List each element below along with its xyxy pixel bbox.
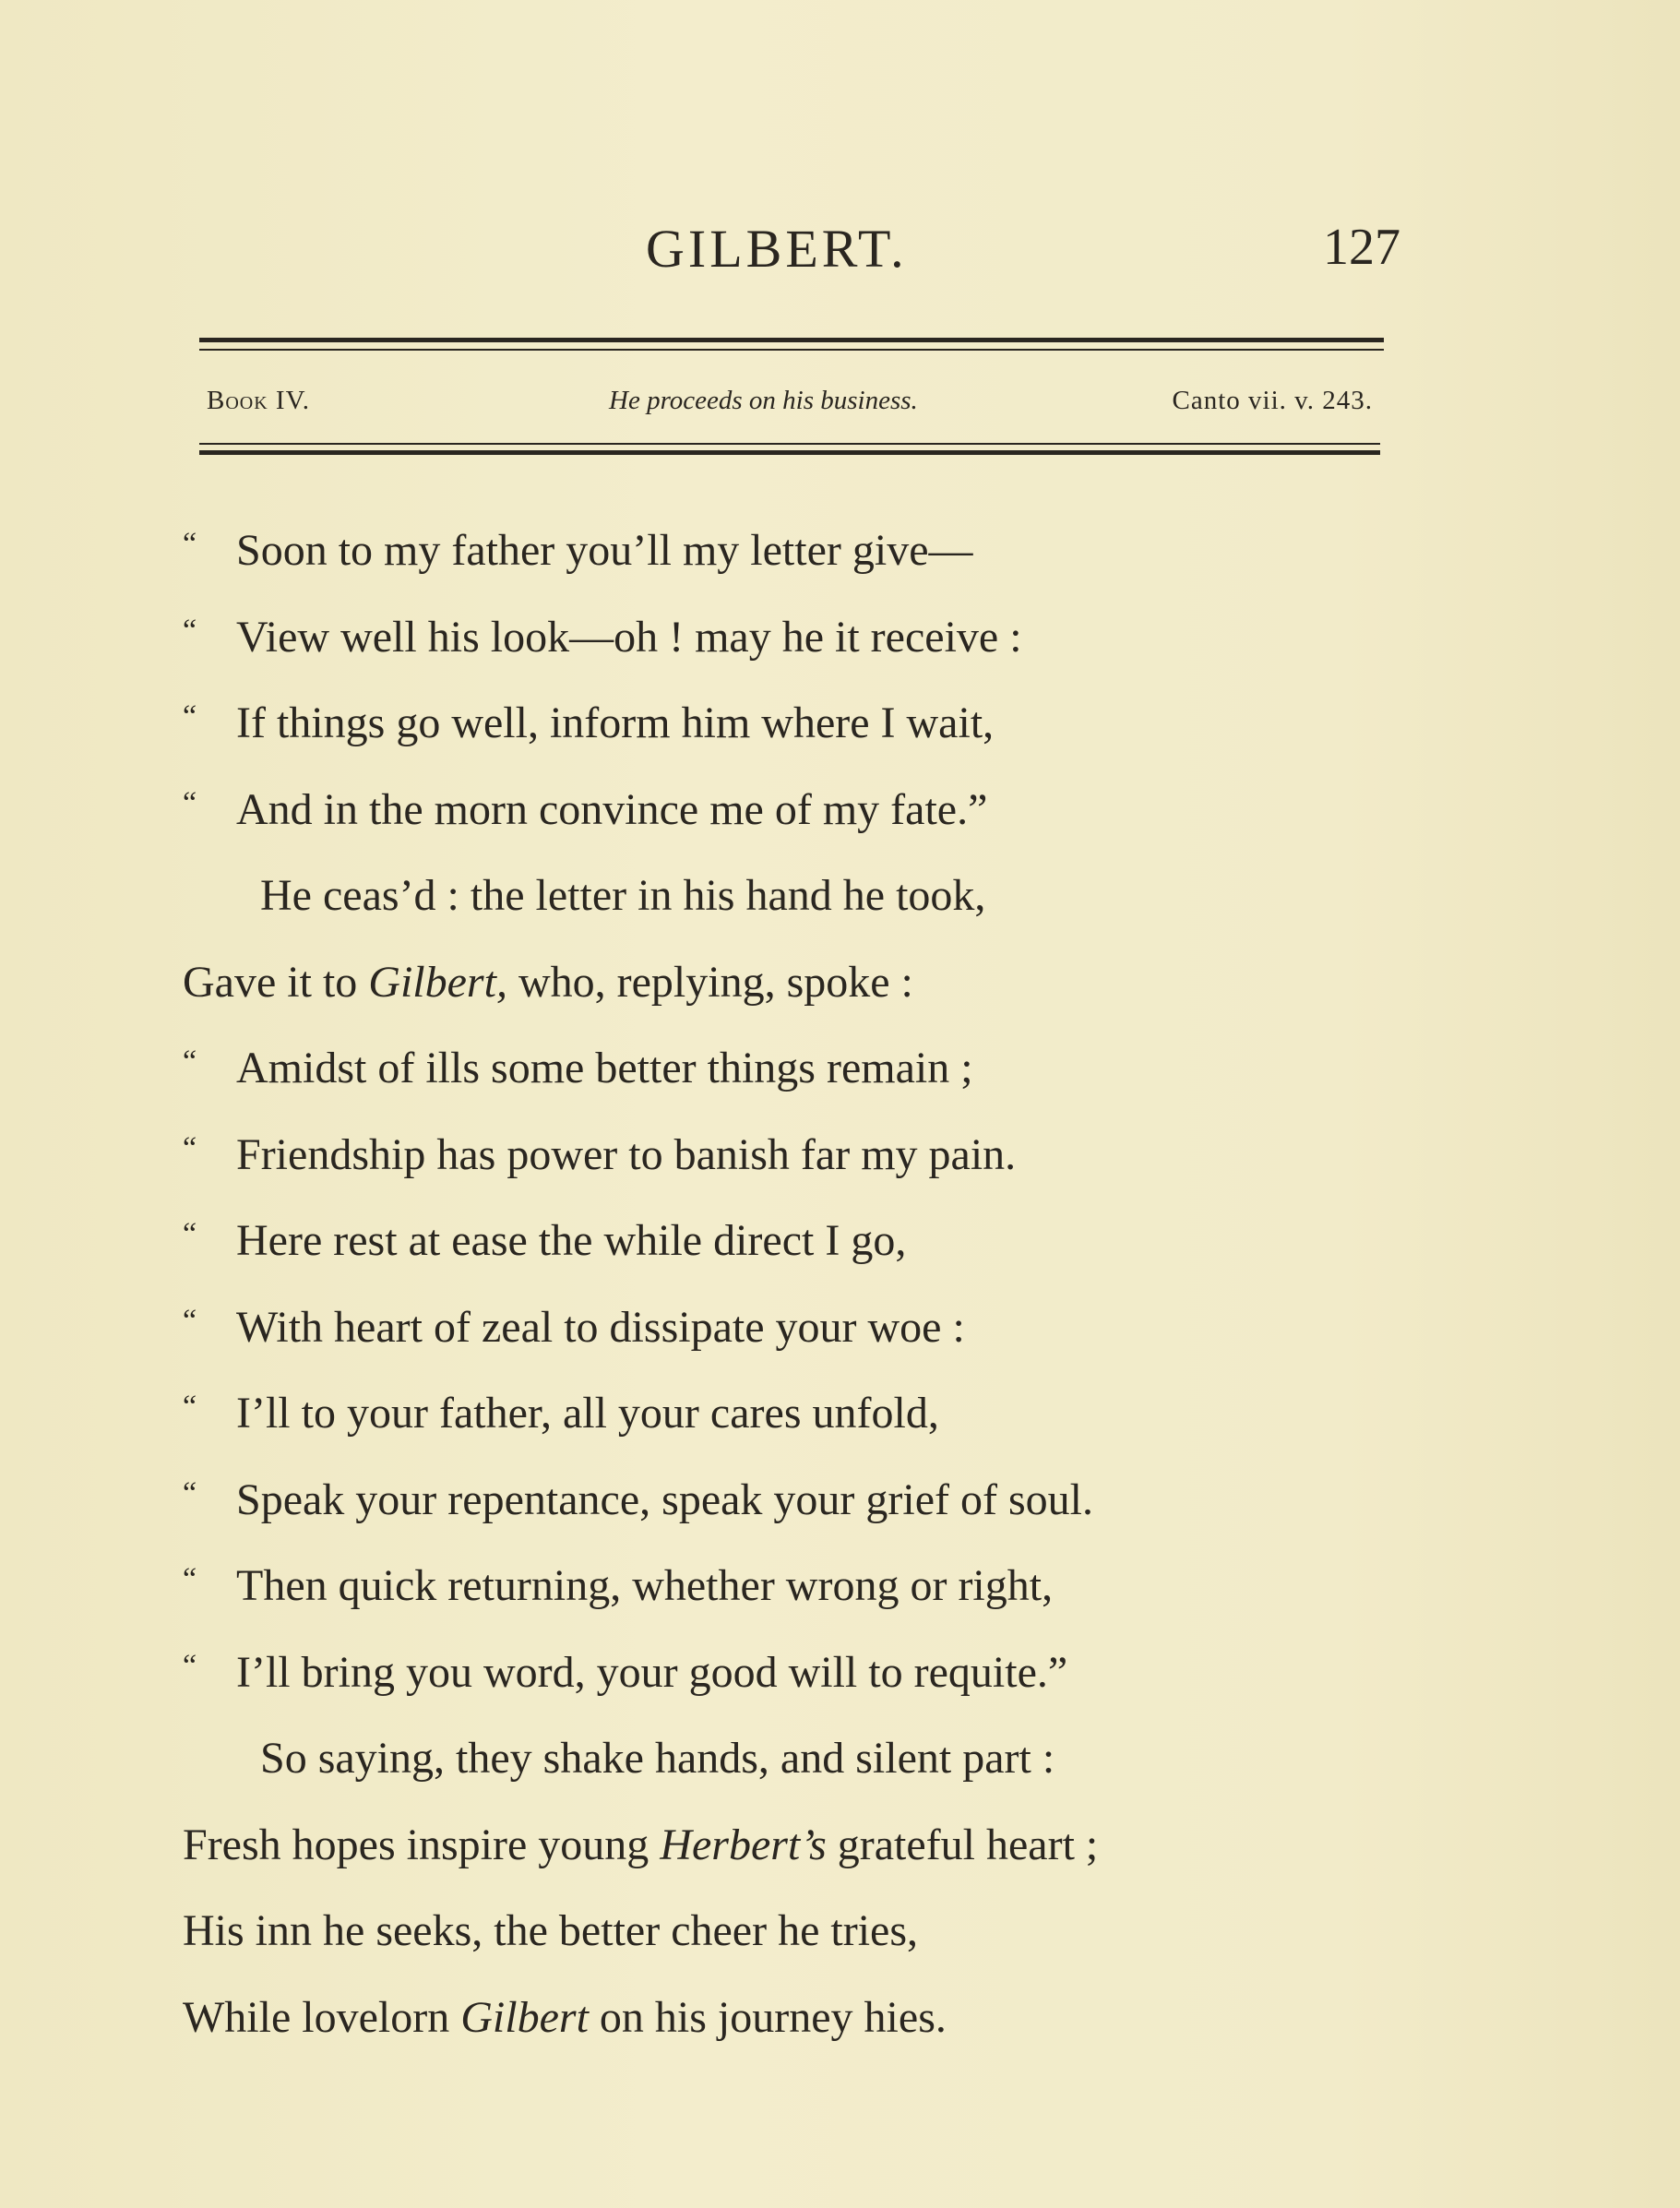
verse-text: Speak your repentance, speak your grief of soul. <box>236 1474 1094 1524</box>
verse-line <box>183 680 1345 767</box>
top-double-rule-thin <box>199 349 1384 351</box>
verse-text: Friendship has power to banish far my pain. <box>236 1129 1017 1179</box>
headline-canto: Canto vii. v. 243. <box>1172 386 1373 415</box>
verse-line <box>183 1025 1345 1112</box>
verse-line <box>183 1629 1345 1716</box>
verse-line <box>183 1112 1345 1199</box>
opening-quote: “ <box>183 1303 197 1338</box>
verse-text: His inn he seeks, the better cheer he tries, <box>183 1906 919 1955</box>
verse-line <box>183 1543 1345 1629</box>
opening-quote: “ <box>183 785 197 820</box>
verse-line <box>183 1715 1345 1802</box>
verse-line <box>183 1457 1345 1544</box>
verse-text: View well his look—oh ! may he it receive : <box>236 612 1022 662</box>
verse-name-italic: Gilbert, <box>368 957 507 1007</box>
verse-line <box>183 853 1345 939</box>
verse-line <box>183 1370 1345 1457</box>
verse-text-pre: Fresh hopes inspire young <box>183 1820 661 1869</box>
running-title: GILBERT. <box>646 219 908 279</box>
top-double-rule-thick <box>199 338 1384 342</box>
opening-quote: “ <box>183 699 197 734</box>
verse-text: And in the morn convince me of my fate.” <box>236 784 988 834</box>
verse-line <box>183 939 1345 1026</box>
verse-text-post: who, replying, spoke : <box>506 957 913 1007</box>
verse-text: Amidst of ills some better things remain ; <box>236 1044 973 1092</box>
verse-text: If things go well, inform him where I wait, <box>236 698 995 747</box>
verse-block <box>183 507 1345 2060</box>
verse-text-post: grateful heart ; <box>826 1820 1099 1869</box>
page-number: 127 <box>1323 219 1400 276</box>
opening-quote: “ <box>183 1390 197 1424</box>
bottom-double-rule-thick <box>199 450 1380 455</box>
bottom-double-rule-thin <box>199 443 1380 445</box>
verse-text: Here rest at ease the while direct I go, <box>236 1216 907 1265</box>
verse-name-italic: Gilbert <box>460 1992 589 2042</box>
page-headline <box>207 382 1380 428</box>
opening-quote: “ <box>183 1475 197 1510</box>
verse-line <box>183 1198 1345 1284</box>
opening-quote: “ <box>183 613 197 648</box>
opening-quote: “ <box>183 527 197 561</box>
verse-text: With heart of zeal to dissipate your woe : <box>236 1302 965 1352</box>
headline-summary: He proceeds on his business. <box>609 386 918 415</box>
verse-line <box>183 1975 1345 2061</box>
verse-line <box>183 1802 1345 1889</box>
verse-line <box>183 767 1345 853</box>
verse-text: Soon to my father you’ll my letter give— <box>236 526 973 575</box>
verse-line <box>183 1284 1345 1371</box>
headline-book: Book IV. <box>207 386 311 415</box>
verse-text: So saying, they shake hands, and silent part : <box>260 1734 1055 1783</box>
verse-line <box>183 1888 1345 1975</box>
verse-text: I’ll to your father, all your cares unfold, <box>236 1389 939 1438</box>
verse-line <box>183 507 1345 594</box>
opening-quote: “ <box>183 1044 197 1079</box>
verse-text-pre: While lovelorn <box>183 1992 461 2042</box>
opening-quote: “ <box>183 1648 197 1683</box>
opening-quote: “ <box>183 1130 197 1165</box>
show-through-texture <box>1329 498 1568 2067</box>
verse-name-italic: Herbert’s <box>660 1820 827 1869</box>
verse-text: Then quick returning, whether wrong or right, <box>236 1561 1054 1610</box>
opening-quote: “ <box>183 1217 197 1251</box>
verse-text: I’ll bring you word, your good will to requite.” <box>236 1647 1068 1697</box>
verse-text-post: on his journey hies. <box>588 1992 947 2042</box>
opening-quote: “ <box>183 1562 197 1596</box>
verse-text-pre: Gave it to <box>183 957 369 1007</box>
verse-line <box>183 594 1345 681</box>
verse-text: He ceas’d : the letter in his hand he took, <box>260 871 986 920</box>
